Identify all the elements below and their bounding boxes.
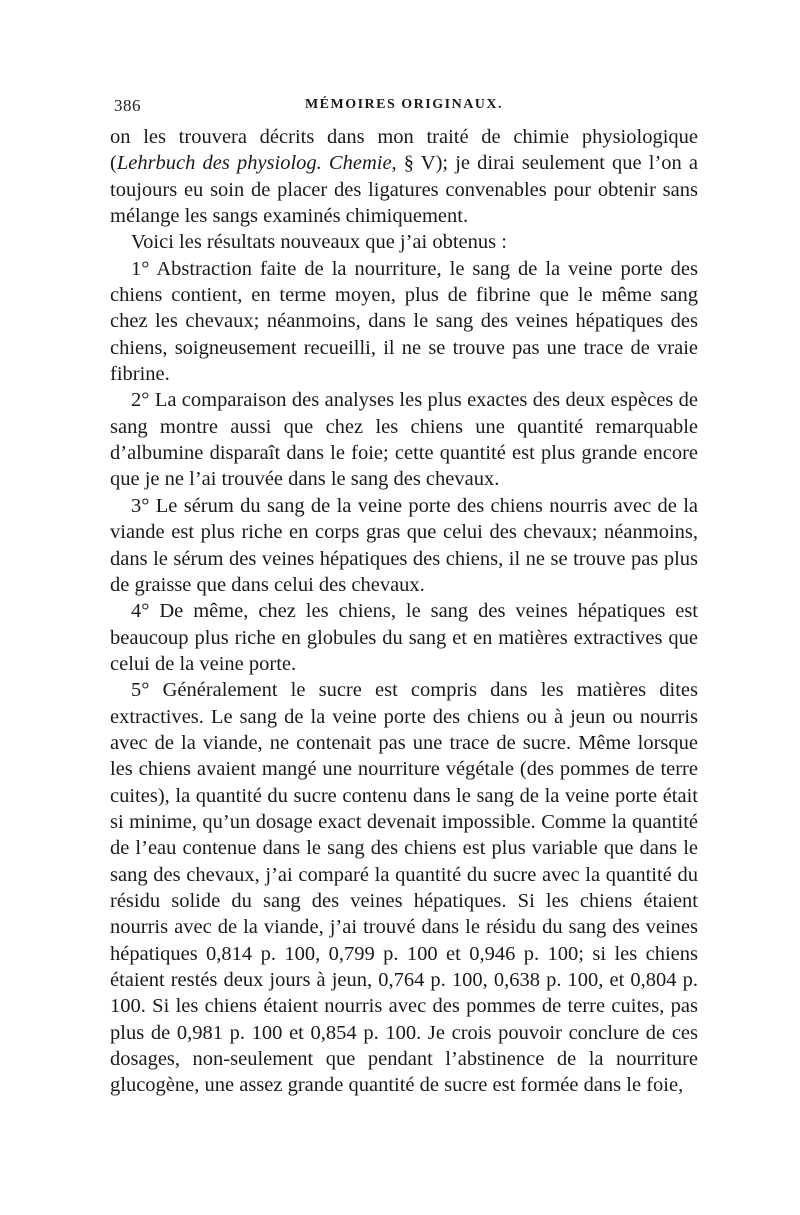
running-title: MÉMOIRES ORIGINAUX. [304, 97, 504, 112]
running-head [110, 96, 698, 122]
result-item-5: 5° Généralement le sucre est compris dans les matières dites extractives. Le sang de la veine porte des chiens ou à jeun ou nourris avec de la viande, ne contenait pas une trace de sucre. Même lorsque les chiens avaient mangé une nourriture végétale (des pommes de terre cuites), la quantité du sucre contenu dans le sang de la veine porte était si minime, qu’un dosage exact devenait impossible. Comme la quantité de l’eau contenue dans le sang des chiens est plus variable que dans le sang des chevaux, j’ai comparé la quantité du sucre avec la quantité du résidu solide du sang des veines hépatiques. Si les chiens étaient nourris avec de la viande, j’ai trouvé dans le résidu du sang des veines hépatiques 0,814 p. 100, 0,799 p. 100 et 0,946 p. 100; si les chiens étaient restés deux jours à jeun, 0,764 p. 100, 0,638 p. 100, et 0,804 p. 100. Si les chiens étaient nourris avec des pommes de terre cuites, pas plus de 0,981 p. 100 et 0,854 p. 100. Je crois pouvoir conclure de ces dosages, non-seulement que pendant l’abstinence de la nourriture glucogène, une assez grande quantité de sucre est formée dans le foie, [110, 679, 698, 1097]
citation-title: Lehrbuch des physiolog. Chemie [116, 152, 392, 175]
result-item-2: 2° La comparaison des analyses les plus exactes des deux espèces de sang montre aussi que chez les chiens une quantité remarquable d’albumine disparaît dans le foie; cette quantité est plus grande encore que je ne l’ai trouvée dans le sang des chevaux. [110, 389, 698, 491]
book-page [110, 96, 698, 1099]
results-intro: Voici les résultats nouveaux que j’ai obtenus : [131, 231, 507, 254]
result-item-4: 4° De même, chez les chiens, le sang des veines hépatiques est beaucoup plus riche en globules du sang et en matières extractives que celui de la veine porte. [110, 600, 698, 675]
result-item-1: 1° Abstraction faite de la nourriture, le sang de la veine porte des chiens contient, en terme moyen, plus de fibrine que le même sang chez les chevaux; néanmoins, dans le sang des veines hépatiques des chiens, soigneusement recueilli, il ne se trouve pas une trace de vraie fibrine. [110, 257, 698, 386]
intro-text-a: on les trouvera décrits dans mon traité de chimie physiologique ( [110, 126, 698, 175]
body-text [110, 124, 698, 1099]
intro-text-b: , § V); je dirai seulement que l’on a toujours eu soin de placer des ligatures convenables pour obtenir sans mélange les sangs examinés chimiquement. [110, 152, 698, 228]
page-number: 386 [114, 96, 141, 115]
result-item-3: 3° Le sérum du sang de la veine porte des chiens nourris avec de la viande est plus riche en corps gras que celui des chevaux; néanmoins, dans le sérum des veines hépatiques des chiens, il ne se trouve pas plus de graisse que dans celui des chevaux. [110, 494, 698, 596]
paragraph-continuation [110, 124, 698, 229]
